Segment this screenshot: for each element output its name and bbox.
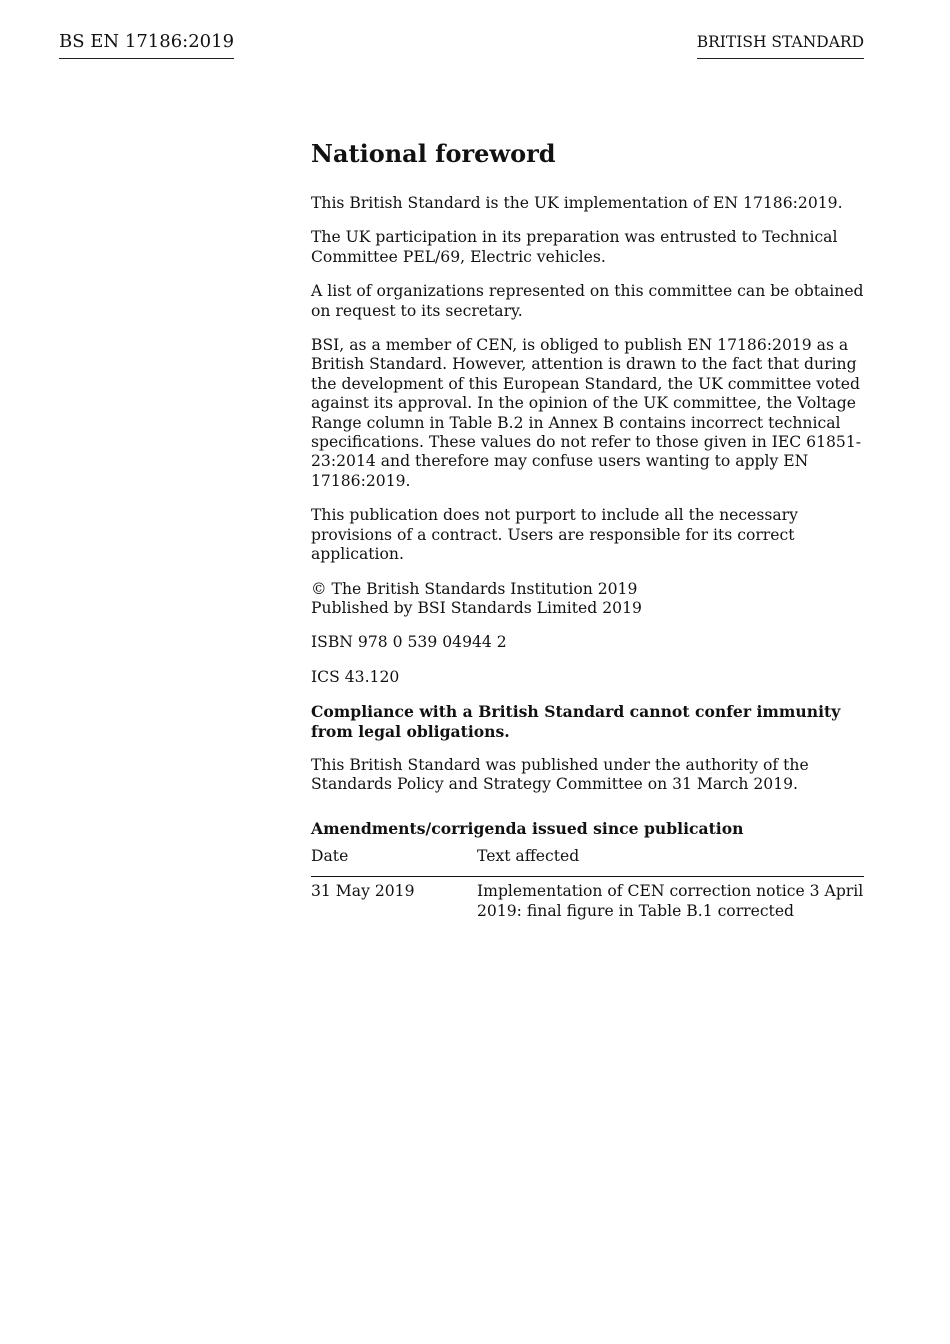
contract-disclaimer-paragraph: This publication does not purport to include all the necessary provisions of a contract. Users are responsible for its correct application. xyxy=(311,506,798,564)
compliance-notice: Compliance with a British Standard cannot confer immunity from legal obligations. xyxy=(311,702,841,741)
isbn: ISBN 978 0 539 04944 2 xyxy=(311,633,507,652)
published-line: Published by BSI Standards Limited 2019 xyxy=(311,598,642,617)
committee-paragraph: The UK participation in its preparation was entrusted to Technical Committee PEL/69, Electric vehicles. xyxy=(311,228,838,266)
organizations-paragraph: A list of organizations represented on this committee can be obtained on request to its secretary. xyxy=(311,282,864,320)
cen-obligation-paragraph: BSI, as a member of CEN, is obliged to publish EN 17186:2019 as a British Standard. However, attention is drawn to the fact that during the development of this European Standard, the UK committee voted against its approval. In the opinion of the UK committee, the Voltage Range column in Table B.2 in Annex B contains incorrect technical specifications. These values do not refer to those given in IEC 61851- 23:2014 and therefore may confuse users wanting to apply EN 17186:2019. xyxy=(311,336,862,490)
text-affected-column-header: Text affected xyxy=(477,847,864,877)
amendments-table xyxy=(311,847,864,921)
copyright-block xyxy=(311,580,864,619)
amendment-text: Implementation of CEN correction notice 3 April 2019: final figure in Table B.1 corrected xyxy=(477,882,864,920)
national-foreword xyxy=(311,138,864,921)
table-row xyxy=(311,877,864,921)
document-id: BS EN 17186:2019 xyxy=(59,30,234,59)
amendments-title: Amendments/corrigenda issued since publication xyxy=(311,818,744,838)
implementation-paragraph: This British Standard is the UK implementation of EN 17186:2019. xyxy=(311,194,843,212)
copyright-line: © The British Standards Institution 2019 xyxy=(311,579,638,598)
authority-paragraph: This British Standard was published under the authority of the Standards Policy and Strategy Committee on 31 March 2019. xyxy=(311,755,809,794)
amendments-header-row xyxy=(311,847,864,877)
page-title: National foreword xyxy=(311,139,556,168)
amendment-date: 31 May 2019 xyxy=(311,882,415,901)
ics-code: ICS 43.120 xyxy=(311,667,400,686)
standard-series-label: BRITISH STANDARD xyxy=(697,31,864,59)
date-column-header: Date xyxy=(311,847,477,877)
